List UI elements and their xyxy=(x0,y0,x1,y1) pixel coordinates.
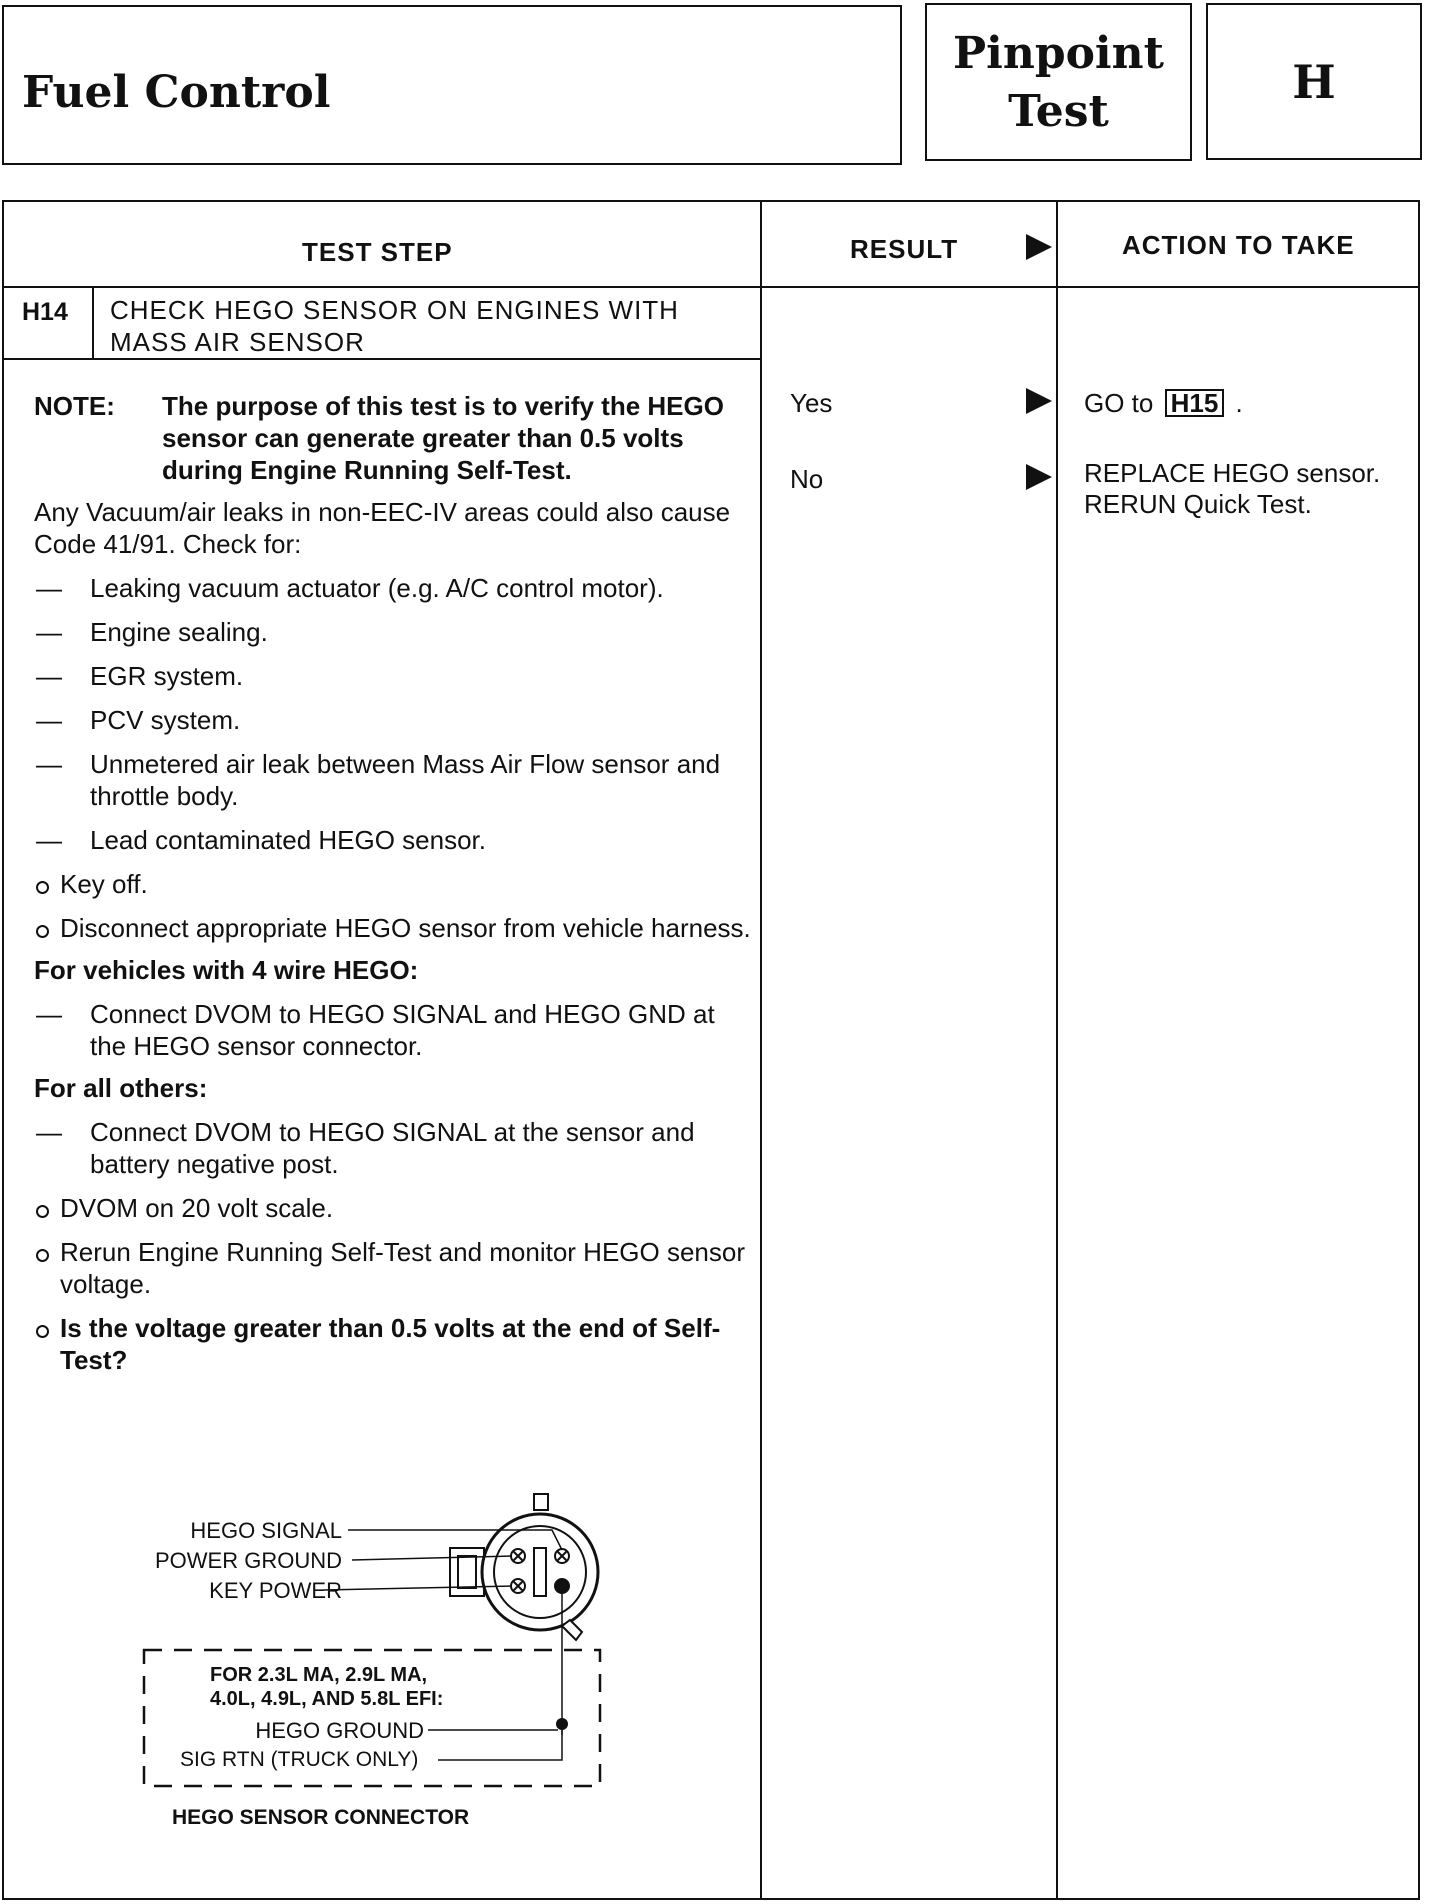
note-text: The purpose of this test is to verify the HEGO sensor can generate greater than 0.5 volts during Engine Running Self-Test. xyxy=(162,391,724,485)
check-item: — Unmetered air leak between Mass Air Flow sensor and throttle body. xyxy=(34,748,754,812)
step-id: H14 xyxy=(22,298,68,326)
pinpoint-test-label xyxy=(927,25,1190,141)
section-letter-box xyxy=(1206,3,1422,160)
bullet-key-off: Key off. xyxy=(34,868,754,900)
yes-arrow-icon xyxy=(1026,388,1052,414)
step-ref-h15[interactable]: H15 xyxy=(1165,389,1225,417)
check-item: — Engine sealing. xyxy=(34,616,754,648)
hego-connector-diagram xyxy=(100,1480,660,1860)
action-column-divider xyxy=(1056,202,1058,1898)
label-box-line2: 4.0L, 4.9L, AND 5.8L EFI: xyxy=(210,1688,444,1710)
check-item: — Leaking vacuum actuator (e.g. A/C control motor). xyxy=(34,572,754,604)
result-column-divider xyxy=(760,202,762,1898)
bullet-disconnect: Disconnect appropriate HEGO sensor from vehicle harness. xyxy=(34,912,754,944)
test-line: Test xyxy=(1008,86,1109,137)
pinpoint-line: Pinpoint xyxy=(953,28,1164,79)
note xyxy=(34,390,754,486)
step-title: CHECK HEGO SENSOR ON ENGINES WITH MASS AIR SENSOR xyxy=(110,295,679,357)
result-no: No xyxy=(790,464,824,494)
bullet-dvom: DVOM on 20 volt scale. xyxy=(34,1192,754,1224)
label-power-ground: POWER GROUND xyxy=(155,1548,342,1573)
label-hego-ground: HEGO GROUND xyxy=(255,1718,424,1743)
diagram-caption: HEGO SENSOR CONNECTOR xyxy=(172,1806,470,1829)
bullet-question: Is the voltage greater than 0.5 volts at the end of Self-Test? xyxy=(34,1312,754,1376)
test-step-header: TEST STEP xyxy=(302,237,453,267)
four-wire-heading: For vehicles with 4 wire HEGO: xyxy=(34,955,419,985)
step-id-divider xyxy=(92,286,94,358)
result-arrow-icon xyxy=(1026,234,1052,260)
action-yes xyxy=(1084,388,1404,419)
test-step-content xyxy=(34,390,754,1376)
step-title-divider xyxy=(4,358,760,360)
result-yes: Yes xyxy=(790,388,833,418)
check-item: — Lead contaminated HEGO sensor. xyxy=(34,824,754,856)
note-label: NOTE: xyxy=(34,391,115,421)
action-yes-suffix: . xyxy=(1235,388,1243,418)
label-key-power: KEY POWER xyxy=(209,1578,342,1603)
label-hego-signal: HEGO SIGNAL xyxy=(190,1518,342,1543)
section-letter: H xyxy=(1292,55,1336,109)
action-header: ACTION TO TAKE xyxy=(1122,230,1355,260)
four-wire-step: — Connect DVOM to HEGO SIGNAL and HEGO GND at the HEGO sensor connector. xyxy=(34,998,754,1062)
others-heading: For all others: xyxy=(34,1073,208,1103)
action-yes-prefix: GO to xyxy=(1084,388,1154,418)
action-no: REPLACE HEGO sensor. RERUN Quick Test. xyxy=(1084,458,1381,519)
page-title: Fuel Control xyxy=(22,67,331,118)
check-item: — EGR system. xyxy=(34,660,754,692)
label-box-line1: FOR 2.3L MA, 2.9L MA, xyxy=(210,1664,428,1686)
label-sig-rtn: SIG RTN (TRUCK ONLY) xyxy=(180,1748,419,1771)
title-box xyxy=(2,5,902,165)
result-header: RESULT xyxy=(850,234,959,264)
bullet-rerun: Rerun Engine Running Self-Test and monitor HEGO sensor voltage. xyxy=(34,1236,754,1300)
no-arrow-icon xyxy=(1026,464,1052,490)
intro-text: Any Vacuum/air leaks in non-EEC-IV areas could also cause Code 41/91. Check for: xyxy=(34,497,731,559)
check-item: — PCV system. xyxy=(34,704,754,736)
pinpoint-test-box xyxy=(925,3,1192,161)
others-step: — Connect DVOM to HEGO SIGNAL at the sensor and battery negative post. xyxy=(34,1116,754,1180)
header-row-divider xyxy=(4,286,1418,288)
